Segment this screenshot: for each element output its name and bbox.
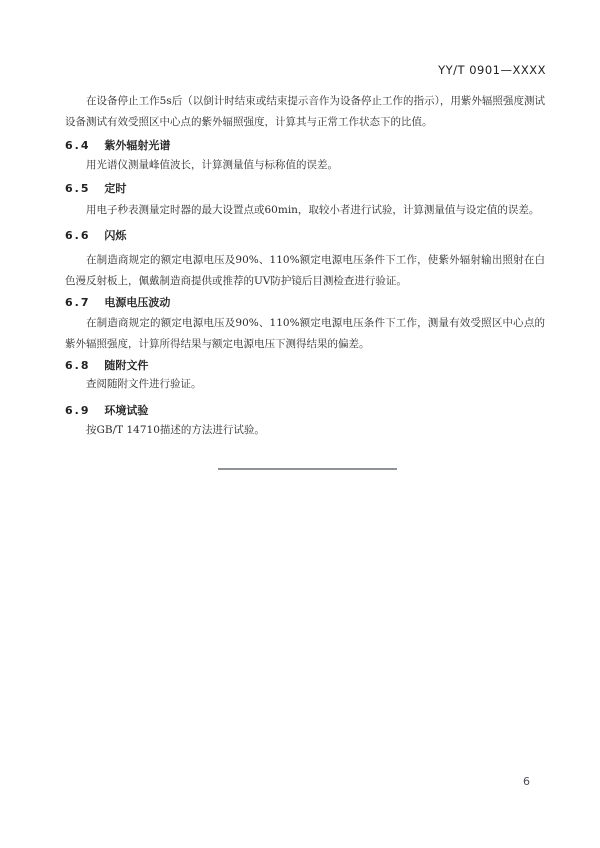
section-body-6-8: 查阅随附文件进行验证。 xyxy=(86,378,202,390)
intro-paragraph: 在设备停止工作5s后（以倒计时结束或结束提示音作为设备停止工作的指示），用紫外辐照强度测试设备测试有效受照区中心点的紫外辐照强度，计算其与正常工作状态下的比值。 xyxy=(65,95,545,128)
section-number: 6.5 xyxy=(65,182,91,195)
section-number: 6.7 xyxy=(65,296,91,309)
section-title: 环境试验 xyxy=(104,404,149,417)
section-body-6-6: 在制造商规定的额定电源电压及90%、110%额定电源电压条件下工作，使紫外辐射输出照射在白色漫反射板上，佩戴制造商提供或推荐的UV防护镜后目测检查进行验证。 xyxy=(65,254,545,287)
section-body-6-7: 在制造商规定的额定电源电压及90%、110%额定电源电压条件下工作，测量有效受照区中心点的紫外辐照强度，计算所得结果与额定电源电压下测得结果的偏差。 xyxy=(65,317,545,350)
section-title: 随附文件 xyxy=(104,359,149,372)
section-heading-6-6 xyxy=(65,228,545,243)
standard-number-header: YY/T 0901—XXXX xyxy=(438,63,546,77)
section-title: 定时 xyxy=(104,182,127,195)
section-title: 紫外辐射光谱 xyxy=(104,139,171,152)
page-number: 6 xyxy=(523,775,530,788)
section-heading-6-9 xyxy=(65,403,545,418)
section-heading-6-7 xyxy=(65,295,545,310)
section-body-6-5: 用电子秒表测量定时器的最大设置点或60min，取较小者进行试验，计算测量值与设定值的误差。 xyxy=(86,204,540,216)
section-number: 6.6 xyxy=(65,229,91,242)
section-title: 电源电压波动 xyxy=(104,296,171,309)
section-number: 6.9 xyxy=(65,404,91,417)
section-heading-6-5 xyxy=(65,181,545,196)
section-body-6-9: 按GB/T 14710描述的方法进行试验。 xyxy=(86,424,265,436)
section-heading-6-8 xyxy=(65,358,545,373)
section-title: 闪烁 xyxy=(104,229,127,242)
end-of-text-rule xyxy=(218,468,397,470)
section-number: 6.4 xyxy=(65,139,91,152)
section-body-6-4: 用光谱仪测量峰值波长，计算测量值与标称值的误差。 xyxy=(86,159,338,171)
section-number: 6.8 xyxy=(65,359,91,372)
section-heading-6-4 xyxy=(65,138,545,153)
